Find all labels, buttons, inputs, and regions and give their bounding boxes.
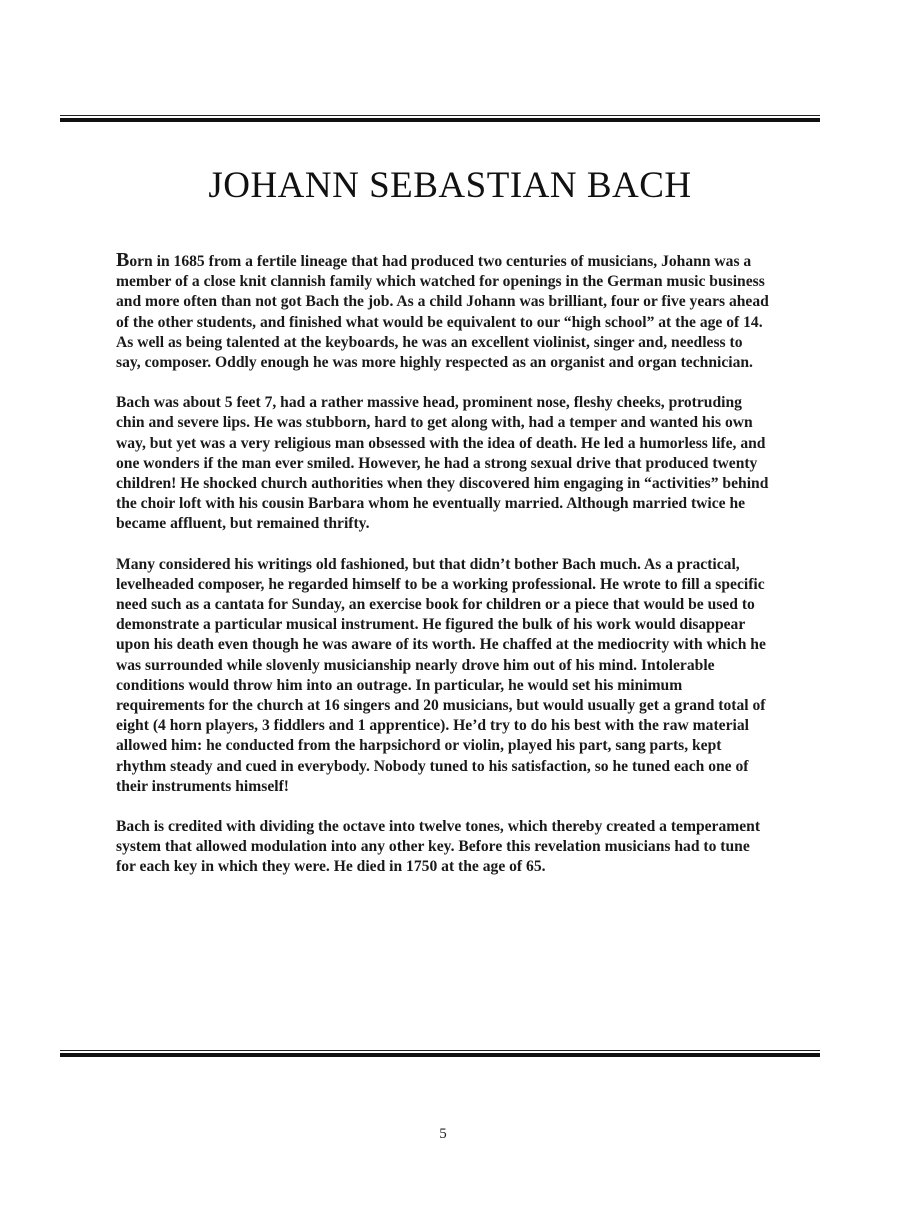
paragraph-3: Many considered his writings old fashioned, but that didn’t bother Bach much. As a practical, levelheaded composer, he regarded himself to be a working professional. He wrote to fill a specific need such as a cantata for Sunday, an exercise book for children or a piece that would be used to demonstrate a particular musical instrument. He figured the bulk of his work would disappear upon his death even though he was aware of its worth. He chaffed at the mediocrity with which he was surrounded while slovenly musicianship nearly drove him out of his mind. Intolerable conditions would throw him into an outrage. In particular, he would set his minimum requirements for the church at 16 singers and 20 musicians, but would usually get a grand total of eight (4 horn players, 3 fiddlers and 1 apprentice). He’d try to do his best with the raw material allowed him: he conducted from the harpsichord or violin, played his part, sang parts, kept rhythm steady and cued in everybody. Nobody tuned to his satisfaction, so he tuned each one of their instruments himself! (116, 555, 766, 795)
top-rule-thin-line (60, 115, 820, 116)
drop-cap: B (116, 249, 130, 271)
paragraph-4: Bach is credited with dividing the octave into twelve tones, which thereby created a temperament system that allowed modulation into any other key. Before this revelation musicians had to tune for each key in which they were. He died in 1750 at the age of 65. (116, 818, 761, 876)
paragraph-2: Bach was about 5 feet 7, had a rather massive head, prominent nose, fleshy cheeks, protruding chin and severe lips. He was stubborn, hard to get along with, had a temper and wanted his own way, but yet was a very religious man obsessed with the idea of death. He led a humorless life, and one wonders if the man ever smiled. However, he had a strong sexual drive that produced twenty children! He shocked church authorities when they discovered him engaging in “activities” behind the choir loft with his cousin Barbara whom he eventually married. Although married twice he became affluent, but remained thrifty. (116, 394, 769, 533)
page-title: JOHANN SEBASTIAN BACH (208, 165, 692, 206)
article-body (116, 250, 771, 898)
top-rule-thick-line (60, 118, 820, 122)
top-rule (60, 115, 820, 122)
paragraph-1-text: orn in 1685 from a fertile lineage that had produced two centuries of musicians, Johann was a member of a close knit clannish family which watched for openings in the German music business and more often than not got Bach the job. As a child Johann was brilliant, four or five years ahead of the other students, and finished what would be equivalent to our “high school” at the age of 14. As well as being talented at the keyboards, he was an excellent violinist, singer and, needless to say, composer. Oddly enough he was more highly respected as an organist and organ technician. (116, 253, 769, 372)
page-number: 5 (439, 1126, 447, 1142)
bottom-rule-thick-line (60, 1053, 820, 1057)
bottom-rule (60, 1050, 820, 1057)
paragraph-1 (116, 250, 771, 373)
bottom-rule-thin-line (60, 1050, 820, 1051)
